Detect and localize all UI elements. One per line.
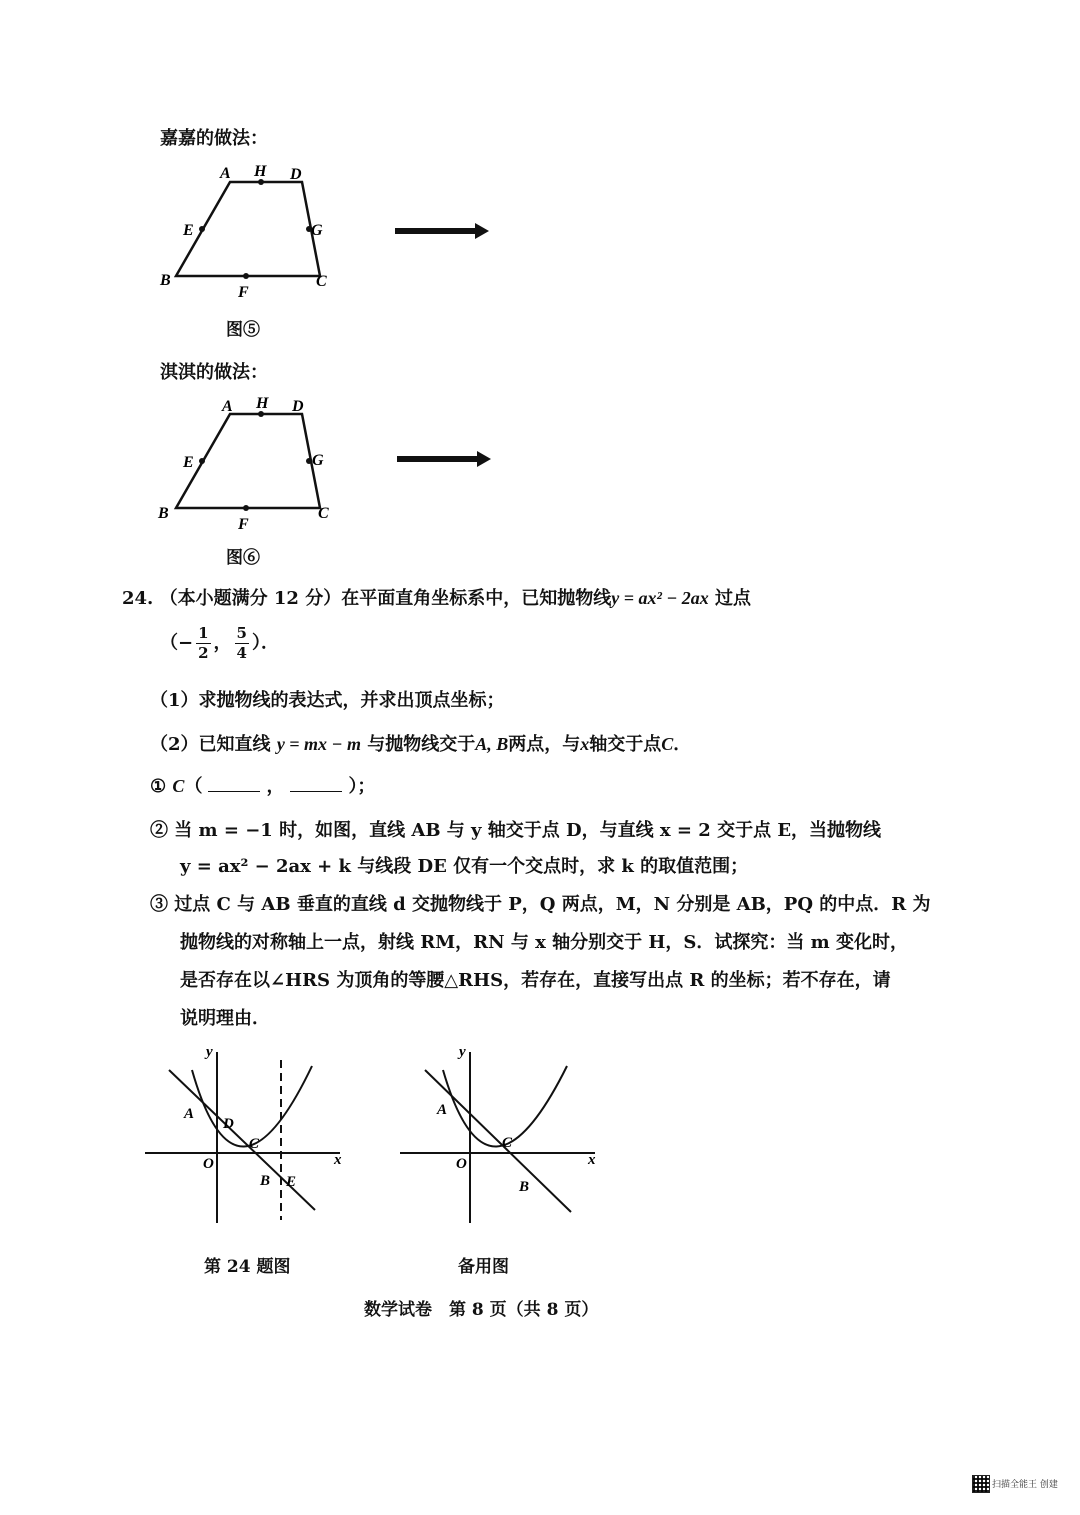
question-24-sub-3-line-3: 是否存在以∠HRS 为顶角的等腰△RHS，若存在，直接写出点 R 的坐标；若不存在，请 (180, 970, 891, 991)
label-E: E (183, 222, 194, 239)
question-24-sub-3-line-2: 抛物线的对称轴上一点，射线 RM，RN 与 x 轴分别交于 H，S．试探究：当 m 变化时， (180, 932, 908, 953)
trapezoid-figure-6 (150, 390, 350, 540)
svg-text:y: y (206, 1044, 213, 1060)
svg-text:A: A (222, 398, 233, 415)
figure-6-caption: 图⑥ (226, 548, 260, 568)
blank-y[interactable] (290, 777, 342, 792)
svg-text:B: B (158, 505, 169, 522)
svg-text:D: D (223, 1116, 234, 1132)
graph-question-24 (140, 1040, 360, 1230)
label-G: G (311, 222, 323, 239)
svg-text:C: C (502, 1135, 513, 1151)
watermark-text: 扫描全能王 创建 (992, 1480, 1058, 1490)
label-H: H (254, 163, 267, 180)
arrow-right-icon (397, 450, 497, 470)
svg-text:O: O (456, 1156, 467, 1172)
label-C: C (316, 273, 327, 290)
svg-text:H: H (256, 395, 269, 412)
figure-5-caption: 图⑤ (226, 320, 260, 340)
question-24-sub-2-line-2: y = ax² − 2ax + k 与线段 DE 仅有一个交点时，求 k 的取值范围； (180, 856, 749, 877)
svg-text:C: C (249, 1136, 260, 1152)
qr-code-icon (972, 1475, 990, 1493)
question-24-stem: 24. （本小题满分 12 分）在平面直角坐标系中，已知抛物线y = ax² − 2ax 过点 (122, 588, 752, 609)
arrow-right-icon (395, 222, 495, 242)
svg-text:O: O (203, 1156, 214, 1172)
svg-text:B: B (519, 1179, 530, 1195)
question-24-part-1: （1）求抛物线的表达式，并求出顶点坐标； (150, 690, 505, 711)
label-F: F (238, 284, 249, 301)
question-24-sub-3-line-4: 说明理由． (180, 1008, 270, 1029)
svg-text:B: B (260, 1173, 271, 1189)
page-footer: 数学试卷 第 8 页（共 8 页） (364, 1300, 599, 1320)
label-D: D (290, 166, 302, 183)
svg-text:C: C (318, 505, 329, 522)
jiajia-method-label: 嘉嘉的做法： (160, 128, 268, 149)
svg-text:F: F (238, 516, 249, 533)
svg-text:A: A (184, 1106, 195, 1122)
graph-2-caption: 备用图 (458, 1257, 509, 1277)
svg-text:A: A (437, 1102, 448, 1118)
svg-text:x: x (334, 1152, 342, 1168)
svg-text:D: D (292, 398, 304, 415)
question-24-sub-3-line-1: ③ 过点 C 与 AB 垂直的直线 d 交抛物线于 P，Q 两点，M，N 分别是 AB，PQ 的中点．R 为 (150, 894, 931, 915)
svg-text:y: y (459, 1044, 466, 1060)
label-A: A (220, 165, 231, 182)
graph-spare (395, 1040, 615, 1230)
question-24-part-2: （2）已知直线 y = mx − m 与抛物线交于A, B两点，与x轴交于点C． (150, 734, 692, 755)
trapezoid-figure-5 (150, 158, 350, 308)
label-B: B (160, 272, 171, 289)
svg-text:x: x (588, 1152, 596, 1168)
question-24-sub-1: ① C（ ， ）； (150, 776, 376, 797)
qiqi-method-label: 淇淇的做法： (160, 362, 268, 383)
question-24-point: （− $\frac{1}{2}$ ， $\frac{5}{4}$ ）． (160, 624, 279, 662)
graph-1-caption: 第 24 题图 (204, 1257, 291, 1277)
svg-text:E: E (183, 454, 194, 471)
svg-text:E: E (286, 1174, 297, 1190)
question-24-sub-2-line-1: ② 当 m = −1 时，如图，直线 AB 与 y 轴交于点 D，与直线 x = 2 交于点 E，当抛物线 (150, 820, 882, 841)
blank-x[interactable] (208, 777, 260, 792)
svg-text:G: G (312, 452, 324, 469)
